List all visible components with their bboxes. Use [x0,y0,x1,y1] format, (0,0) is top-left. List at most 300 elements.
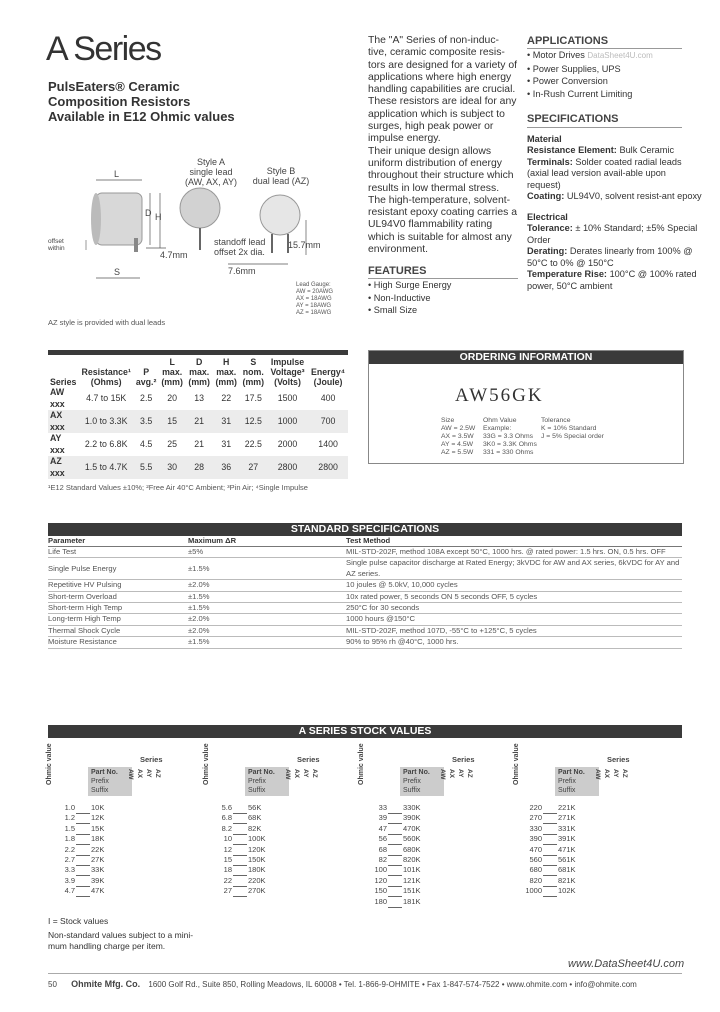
rating-cell: 21 [194,438,205,449]
stock-row [515,824,577,834]
specifications-heading: SPECIFICATIONS [527,114,682,128]
applications-section [527,35,682,100]
stock-dash [543,855,557,865]
std-cell-parameter: Short-term Overload [48,591,188,602]
stock-series-code: AX [293,769,300,779]
style-a-line-1: Style A [196,157,225,167]
rating-cell: 700 [320,415,336,426]
std-row [48,637,682,648]
std-row [48,603,682,614]
stock-series-code: AY [302,769,309,778]
stock-table [205,803,267,897]
standoff-line-2: offset 2x dia. [214,247,265,257]
application-item-1 [527,49,682,63]
application-item-3: • Power Conversion [527,76,608,87]
rating-footnote: ¹E12 Standard Values ±10%; ²Free Air 40°C Ambient; ³Pin Air; ⁴Single Impulse [48,483,308,492]
stock-suffix: 820K [403,855,421,865]
stock-suffix: 68K [248,813,262,823]
derating-value: Derates linearly from 100% @ 50°C to 0% @ 150°C [527,246,693,268]
standoff-label [214,237,265,257]
disc-style-a [180,188,220,228]
rating-cell: 400 [320,392,336,403]
stock-row [515,845,577,855]
stock-series-code: AW [594,769,601,780]
feature-item-3: • Small Size [368,305,418,316]
ordering-code: AW56GK [455,385,544,406]
std-cell-method: 1000 hours @150°C [346,614,682,625]
stock-ohm-value: 180 [374,896,387,906]
stock-suffix: 681K [558,865,576,875]
rating-cell: 5.5 [140,461,153,472]
application-item-1-text: • Motor Drives [527,50,585,60]
stock-partno-label: Part No. [91,769,118,776]
rating-cell-series: AY xxx [50,433,65,455]
stock-row [205,876,267,886]
stock-row [48,813,105,823]
stock-row [205,834,267,844]
rating-cell: 3.5 [140,415,153,426]
stock-series-code: AZ [621,769,628,778]
stock-suffix: 82K [248,823,262,833]
footer-divider [48,973,682,974]
rating-cell: 31 [221,415,232,426]
style-a-line-2: single lead [189,167,233,177]
rating-cell: 36 [221,461,232,472]
coating-value: UL94V0, solvent resist-ant epoxy [566,191,702,201]
stock-row [515,876,577,886]
stock-dash [388,845,402,855]
rating-cell: 1.5 to 4.7K [84,461,128,472]
stock-ohmic-label: Ohmic value [203,743,210,785]
stock-ohm-value: 5.6 [221,803,232,812]
stock-dash [233,834,247,844]
stock-row [515,803,577,813]
rating-cell: 17.5 [244,392,262,403]
stock-suffix: 22K [91,844,105,854]
ordering-box [368,350,684,464]
stock-row [48,824,105,834]
std-header-maxdr: Maximum ΔR [188,536,346,547]
stock-row [205,865,267,875]
stock-ohmic-label: Ohmic value [513,743,520,785]
footer-watermark: www.DataSheet4U.com [568,958,685,970]
coating [527,191,702,203]
std-row [48,625,682,636]
lead-gauge [296,282,333,317]
temp-rise-value: 100°C @ 100% rated power, 50°C ambient [527,269,697,291]
stock-dash [388,834,402,844]
stock-ohm-value: 39 [378,813,387,823]
standoff-line-1: standoff lead [214,237,266,247]
stock-row [360,886,422,896]
rating-cell-series: AW xxx [50,387,65,409]
stock-series-label: Series [452,755,475,764]
stock-ohmic-label: Ohmic value [46,743,53,785]
ordering-size-ax: AX = 3.5W [441,433,474,440]
feature-item-1: • High Surge Energy [368,280,452,290]
stock-dash [233,824,247,834]
stock-suffix: 121K [403,875,421,885]
standard-specs-section [48,523,682,649]
std-row [48,614,682,625]
stock-row [48,876,105,886]
offset-line-1: offset [48,238,64,245]
derating [527,246,702,269]
stock-row [205,824,267,834]
stock-dash [76,824,90,834]
stock-suffix: 12K [91,813,105,823]
lead-gauge-title: Lead Gauge: [296,282,331,288]
std-cell-maxdr: ±2.0% [188,614,346,625]
ordering-size-aw: AW = 2.5W [441,425,476,432]
stock-dash [233,865,247,875]
label-76mm: 7.6mm [228,266,256,276]
std-cell-method: 250°C for 30 seconds [346,603,682,614]
application-item-4: • In-Rush Current Limiting [527,88,633,99]
ordering-ohm-ex-4: 331 = 330 Ohms [483,449,534,456]
rating-header-resistance: Resistance¹ (Ohms) [81,367,131,387]
rating-cell: 2800 [318,461,338,472]
stock-row [360,803,422,813]
std-cell-maxdr: ±5% [188,547,346,558]
stock-row [205,803,267,813]
stock-ohm-value: 15 [223,855,232,865]
stock-suffix: 471K [558,844,576,854]
rating-table-section [48,350,348,492]
stock-suffix: 181K [403,896,421,906]
subtitle-line-3: Available in E12 Ohmic values [48,109,235,124]
ordering-size [441,417,475,457]
stock-series-code: AW [439,769,446,780]
stock-row [515,855,577,865]
std-cell-parameter: Life Test [48,547,188,558]
std-cell-maxdr: ±1.5% [188,603,346,614]
stock-series-code: AW [284,769,291,780]
stock-dash [76,876,90,886]
stock-dash [233,845,247,855]
features-heading: FEATURES [368,265,518,279]
label-157mm: 15.7mm [288,240,321,250]
rating-cell: 1.0 to 3.3K [84,415,128,426]
applications-heading: APPLICATIONS [527,35,682,49]
stock-ohm-value: 56 [378,834,387,844]
stock-row [515,886,577,896]
stock-ohm-value: 33 [378,803,387,812]
style-a-label [176,157,246,187]
std-cell-method: MIL-STD-202F, method 108A except 50°C, 1000 hrs. @ rated power: 1.5 hrs. ON, 0.5 hrs. OFF [346,547,682,558]
std-cell-maxdr: ±1.5% [188,637,346,648]
stock-ohm-value: 560 [529,855,542,865]
ordering-ohm-ex-1: Example: [483,425,512,432]
feature-item-2: • Non-Inductive [368,292,431,303]
lead-gauge-aw: AW = 20AWG [296,289,334,295]
stock-series-code: AY [457,769,464,778]
label-offset [48,238,65,252]
stock-dash [388,824,402,834]
rating-header-row [48,357,348,387]
stock-suffix: 100K [248,834,266,844]
az-note: AZ style is provided with dual leads [48,318,166,327]
stock-row [48,845,105,855]
rating-header-l: L max. (mm) [161,357,183,387]
stock-row [360,876,422,886]
resistor-diagram [48,150,368,330]
ordering-heading: ORDERING INFORMATION [369,351,683,364]
stock-suffix: 391K [558,834,576,844]
std-cell-maxdr: ±1.5% [188,591,346,602]
stock-ohmic-label: Ohmic value [358,743,365,785]
stock-ohm-value: 2.7 [64,855,75,865]
stock-ohm-value: 1.2 [64,813,75,823]
rating-row [48,433,348,456]
stock-suffix: 270K [248,886,266,896]
rating-cell: 22 [221,392,232,403]
rating-cell: 13 [194,392,205,403]
ordering-tol-j: J = 5% Special order [541,433,604,440]
rating-cell: 28 [194,461,205,472]
standard-specs-heading: STANDARD SPECIFICATIONS [48,523,682,536]
page-title: A Series [46,30,161,68]
stock-row [360,855,422,865]
stock-ohm-value: 82 [378,855,387,865]
stock-suffix: 10K [91,803,105,812]
application-item-2: • Power Supplies, UPS [527,63,621,74]
label-47mm: 4.7mm [160,250,188,260]
std-cell-maxdr: ±2.0% [188,580,346,591]
stock-dash [76,865,90,875]
subtitle-line-2: Composition Resistors [48,94,191,109]
footer [48,979,637,989]
stock-suffix: 560K [403,834,421,844]
resistance-element-label: Resistance Element: [527,145,617,155]
stock-ohm-value: 4.7 [64,886,75,896]
style-a-line-3: (AW, AX, AY) [184,177,237,187]
temp-rise [527,269,702,292]
stock-row [48,865,105,875]
rating-cell: 21 [194,415,205,426]
stock-dash [388,855,402,865]
rating-cell-series: AZ xxx [50,456,65,478]
stock-ohm-value: 10 [223,834,232,844]
stock-series-code: AZ [466,769,473,778]
rating-row [48,410,348,433]
stock-dash [543,886,557,896]
ordering-tol-k: K = 10% Standard [541,425,597,432]
stock-dash [543,865,557,875]
resistance-element [527,145,702,157]
stock-row [360,813,422,823]
std-cell-method: 90% to 95% rh @40°C, 1000 hrs. [346,637,682,648]
derating-label: Derating: [527,246,568,256]
stock-table [360,803,422,908]
style-b-line-1: Style B [266,166,296,176]
stock-ohm-value: 330 [529,823,542,833]
stock-table [515,803,577,897]
std-cell-maxdr: ±2.0% [188,625,346,636]
stock-series-code: AW [127,769,134,780]
stock-series-code: AX [603,769,610,779]
rating-cell: 4.5 [140,438,153,449]
std-cell-method: 10 joules @ 5.0kV, 10,000 cycles [346,580,682,591]
std-header-parameter: Parameter [48,536,188,547]
std-cell-parameter: Long-term High Temp [48,614,188,625]
tolerance-value: ± 10% Standard; ±5% Special Order [527,223,698,245]
std-row [48,591,682,602]
stock-suffix: 221K [558,803,576,812]
stock-dash [233,886,247,896]
rating-header-h: H max. (mm) [215,357,237,387]
stock-ohm-value: 470 [529,844,542,854]
stock-row [48,855,105,865]
body-side-view [96,193,142,245]
stock-ohm-value: 3.9 [64,875,75,885]
lead-gauge-ay: AY = 18AWG [296,303,332,309]
stock-row [360,824,422,834]
stock-suffix: 470K [403,823,421,833]
stock-partno-label: Part No. [558,769,585,776]
stock-suffix: 271K [558,813,576,823]
std-cell-method: Single pulse capacitor discharge at Rated Energy; 3kVDC for AW and AX series, 6kVDC for AY and AZ series. [346,558,682,580]
stock-ohm-value: 3.3 [64,865,75,875]
stock-ohm-value: 6.8 [221,813,232,823]
stock-suffix: 27K [91,855,105,865]
intro-paragraph-1: The "A" Series of non-induc-tive, ceramic composite resis-tors are designed for a variety of applications where high energy handling capabilities are crucial. These resistors are ideal for any application which is subject to surges, high peak power or impulse energy. [368,35,518,145]
std-cell-method: 10x rated power, 5 seconds ON 5 seconds OFF, 5 cycles [346,591,682,602]
stock-dash [76,855,90,865]
stock-partno-label: Prefix [403,778,421,785]
stock-ohm-value: 1.5 [64,823,75,833]
stock-suffix: 330K [403,803,421,812]
rating-row [48,387,348,410]
stock-ohm-value: 18 [223,865,232,875]
rating-cell: 2.2 to 6.8K [84,438,128,449]
stock-dash [76,813,90,823]
body-end-shade [91,193,101,245]
ordering-size-head: Size [441,417,455,424]
rating-header-energy: Energy⁴ (Joule) [310,367,346,387]
rating-cell: 22.5 [244,438,262,449]
stock-ohm-value: 2.2 [64,844,75,854]
terminals [527,157,702,192]
rating-cell-series: AX xxx [50,410,65,432]
stock-dash [543,803,557,813]
stock-dash [388,813,402,823]
style-b-label [246,166,316,186]
stock-suffix: 18K [91,834,105,844]
rating-table-body [48,387,348,479]
rating-cell: 2000 [277,438,298,449]
stock-dash [233,803,247,813]
stock-dash [76,834,90,844]
tolerance [527,223,702,246]
ordering-ohm-head: Ohm Value [483,417,517,424]
stock-partno-label: Part No. [403,769,430,776]
stock-ohm-value: 820 [529,875,542,885]
std-header-row [48,536,682,547]
label-l: L [114,169,120,179]
stock-ohm-value: 1.8 [64,834,75,844]
rating-header-series: Series [50,377,77,387]
ordering-ohm [483,417,537,457]
ordering-size-az: AZ = 5.5W [441,449,474,456]
stock-partno-label: Suffix [558,787,576,794]
stock-series-code: AX [136,769,143,779]
stock-ohm-value: 270 [529,813,542,823]
label-h: H [155,212,162,222]
stock-suffix: 180K [248,865,266,875]
rating-cell: 2800 [277,461,298,472]
std-row [48,580,682,591]
stock-row [48,886,105,896]
stock-dash [543,845,557,855]
stock-dash [388,865,402,875]
stock-partno-box [400,767,444,796]
footer-company: Ohmite Mfg. Co. [71,979,141,989]
stock-suffix: 102K [558,886,576,896]
stock-dash [388,886,402,896]
stock-series-label: Series [297,755,320,764]
stock-partno-label: Prefix [558,778,576,785]
lead-gauge-ax: AX = 18AWG [296,296,332,302]
footer-address: 1600 Golf Rd., Suite 850, Rolling Meadows, IL 60008 • Tel. 1-866-9-OHMITE • Fax 1-847-574-7522 • www.ohmite.com • info@ohmite.com [148,980,637,989]
rating-row [48,456,348,479]
stock-series-code: AY [612,769,619,778]
stock-suffix: 39K [91,875,105,885]
stock-ohm-value: 390 [529,834,542,844]
stock-suffix: 680K [403,844,421,854]
std-row [48,558,682,580]
intro-text [368,35,518,256]
ordering-size-ay: AY = 4.5W [441,441,474,448]
stock-ohm-value: 68 [378,844,387,854]
stock-partno-box [88,767,132,796]
rating-header-s: S nom. (mm) [242,357,265,387]
stock-row [360,834,422,844]
stock-partno-label: Suffix [403,787,421,794]
stock-dash [76,886,90,896]
stock-suffix: 56K [248,803,262,812]
rating-table-bar [48,350,348,355]
stock-dash [388,803,402,813]
stock-ohm-value: 120 [374,875,387,885]
rating-cell: 2.5 [140,392,153,403]
std-cell-method: MIL-STD-202F, method 107D, -55°C to +125°C, 5 cycles [346,625,682,636]
stock-suffix: 821K [558,875,576,885]
stock-partno-label: Suffix [248,787,266,794]
stock-dash [543,834,557,844]
stock-ohm-value: 1.0 [64,803,75,812]
stock-notes [48,916,208,952]
stock-partno-box [245,767,289,796]
stock-row [205,855,267,865]
ordering-tolerance [541,417,604,441]
stock-ohm-value: 47 [378,823,387,833]
ordering-ohm-ex-3: 3K0 = 3.3K Ohms [483,441,537,448]
offset-line-2: within [48,245,65,252]
std-cell-parameter: Short-term High Temp [48,603,188,614]
stock-partno-box [555,767,599,796]
terminals-value: Solder coated radial leads (axial lead version avail-able upon request) [527,156,682,190]
stock-dash [543,876,557,886]
stock-row [515,834,577,844]
terminals-label: Terminals: [527,156,573,167]
stock-suffix: 101K [403,865,421,875]
std-cell-maxdr: ±1.5% [188,558,346,580]
rating-cell: 30 [167,461,178,472]
stock-dash [543,824,557,834]
stock-row [360,865,422,875]
stock-row [205,886,267,896]
